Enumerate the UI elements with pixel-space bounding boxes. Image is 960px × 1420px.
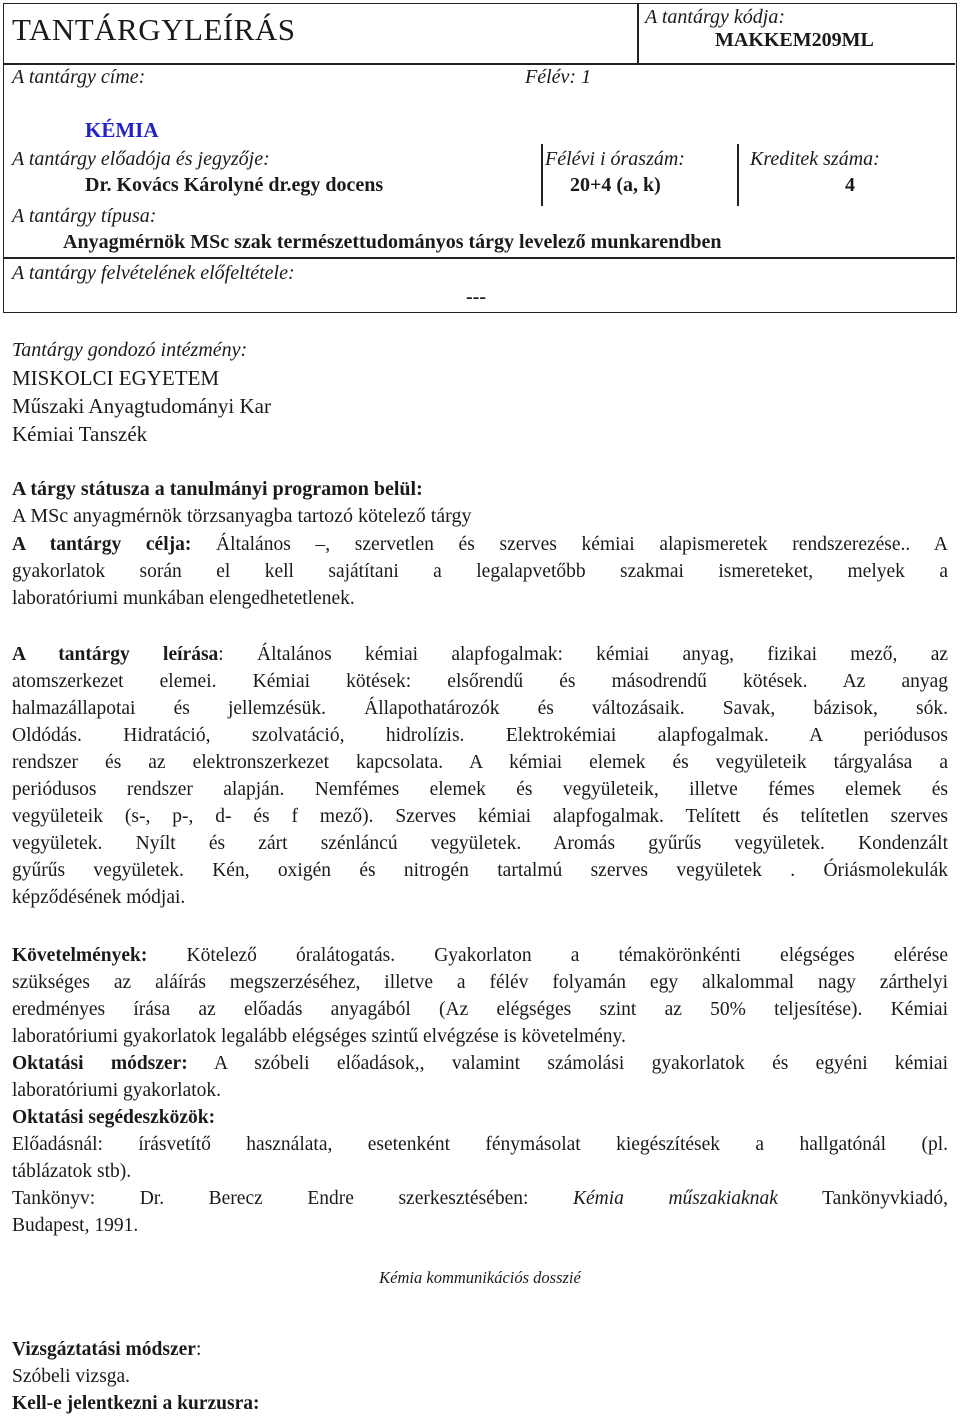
- requirements-line: eredményes írása az előadás anyagából (Az elégséges szint az 50% teljesítése). Kémiai: [12, 999, 948, 1020]
- description-label: A tantárgy leírása: [12, 644, 219, 665]
- lecturer-value: Dr. Kovács Károlyné dr.egy docens: [85, 174, 384, 196]
- hours-value: 20+4 (a, k): [570, 174, 661, 196]
- table-divider: [4, 63, 637, 65]
- table-divider: [737, 144, 739, 206]
- institution-line-3: Kémiai Tanszék: [12, 422, 148, 446]
- description-line: rendszer és az elektronszerkezet kapcsolata. A kémiai elemek és vegyületeik tárgyalása a: [12, 752, 948, 773]
- method-line: Oktatási módszer: A szóbeli előadások,, valamint számolási gyakorlatok és egyéni kémiai: [12, 1053, 948, 1074]
- document-title: TANTÁRGYLEÍRÁS: [12, 12, 296, 47]
- institution-line-1: MISKOLCI EGYETEM: [12, 366, 220, 390]
- prerequisite-value: ---: [466, 286, 486, 308]
- description-line: vegyületek. Nyílt és zárt szénláncú vegyületek. Aromás gyűrűs vegyületek. Kondenzált: [12, 833, 948, 854]
- type-label: A tantárgy típusa:: [12, 205, 157, 227]
- tools-line: Előadásnál: írásvetítő használata, esetenként fénymásolat kiegészítések a hallgatónál (pl.: [12, 1134, 948, 1155]
- subject-code-label: A tantárgy kódja:: [645, 6, 785, 28]
- description-line: A tantárgy leírása: Általános kémiai alapfogalmak: kémiai anyag, fizikai mező, az: [12, 644, 949, 665]
- tools-paragraph: [12, 1104, 948, 1239]
- requirements-paragraph: [12, 942, 948, 1050]
- hours-label: Félévi i óraszám:: [545, 148, 685, 170]
- method-label: Oktatási módszer:: [12, 1053, 188, 1074]
- table-divider: [541, 144, 543, 206]
- goal-label: A tantárgy célja:: [12, 534, 192, 555]
- requirements-line: szükséges az aláírás megszerzéséhez, illetve a félév folyamán egy alkalommal nagy zárthelyi: [12, 972, 948, 993]
- credits-label: Kreditek száma:: [750, 148, 880, 170]
- type-value: Anyagmérnök MSc szak természettudományos tárgy levelező munkarendben: [63, 231, 722, 253]
- requirements-label: Követelmények:: [12, 945, 148, 966]
- textbook-line: Tankönyv: Dr. Berecz Endre szerkesztésében: Kémia műszakiaknak Tankönyvkiadó,: [12, 1188, 948, 1209]
- institution-line-2: Műszaki Anyagtudományi Kar: [12, 394, 271, 418]
- description-line: képződésének módjai.: [12, 887, 186, 908]
- goal-line: laboratóriumi munkában elengedhetetlenek.: [12, 588, 355, 609]
- dossier-note: Kémia kommunikációs dosszié: [379, 1268, 581, 1287]
- subject-title-label: A tantárgy címe:: [12, 66, 146, 88]
- lecturer-label: A tantárgy előadója és jegyzője:: [12, 148, 270, 170]
- enroll-label: Kell-e jelentkezni a kurzusra:: [12, 1393, 260, 1414]
- method-line: laboratóriumi gyakorlatok.: [12, 1080, 222, 1101]
- credits-value: 4: [845, 174, 855, 196]
- tools-label: Oktatási segédeszközök:: [12, 1107, 216, 1128]
- description-paragraph: [12, 641, 948, 911]
- table-divider: [637, 4, 639, 63]
- goal-paragraph: [12, 531, 948, 612]
- status-heading: A tárgy státusza a tanulmányi programon belül:: [12, 478, 423, 500]
- exam-label: Vizsgáztatási módszer: [12, 1339, 196, 1360]
- description-line: Oldódás. Hidratáció, szolvatáció, hidrolízis. Elektrokémiai alapfogalmak. A periódusos: [12, 725, 948, 746]
- tools-line: Budapest, 1991.: [12, 1215, 139, 1236]
- goal-line: A tantárgy célja: Általános –, szervetlen és szerves kémiai alapismeretek rendszerezése.. A: [12, 534, 948, 555]
- exam-line: Vizsgáztatási módszer:: [12, 1339, 202, 1360]
- subject-name: KÉMIA: [85, 118, 159, 142]
- description-line: atomszerkezet elemei. Kémiai kötések: elsőrendű és másodrendű kötések. Az anyag: [12, 671, 948, 692]
- exam-section: [12, 1336, 948, 1417]
- subject-code-value: MAKKEM209ML: [715, 29, 874, 51]
- description-line: halmazállapotai és jellemzésük. Állapothatározók és változásaik. Savak, bázisok, sók.: [12, 698, 948, 719]
- institution-label: Tantárgy gondozó intézmény:: [12, 339, 248, 361]
- table-divider: [637, 63, 955, 65]
- table-divider: [4, 257, 955, 259]
- requirements-line: Követelmények: Kötelező óralátogatás. Gyakorlaton a témakörönkénti elégséges elérése: [12, 945, 948, 966]
- prerequisite-label: A tantárgy felvételének előfeltétele:: [12, 262, 295, 284]
- exam-value: Szóbeli vizsga.: [12, 1366, 131, 1387]
- method-paragraph: [12, 1050, 948, 1104]
- textbook-title: Kémia műszakiaknak: [572, 1188, 778, 1209]
- tools-line: táblázatok stb).: [12, 1161, 132, 1182]
- semester-label: Félév: 1: [525, 66, 592, 88]
- description-line: periódusos rendszer alapján. Nemfémes elemek és vegyületeik, illetve fémes elemek és: [12, 779, 948, 800]
- description-line: gyűrűs vegyületek. Kén, oxigén és nitrogén tartalmú szerves vegyületek . Óriásmolekulák: [12, 860, 948, 881]
- requirements-line: laboratóriumi gyakorlatok legalább elégséges szintű elvégzése is követelmény.: [12, 1026, 626, 1047]
- status-value: A MSc anyagmérnök törzsanyagba tartozó kötelező tárgy: [12, 505, 472, 527]
- description-line: vegyületeik (s-, p-, d- és f mező). Szerves kémiai alapfogalmak. Telített és telítetlen szerves: [12, 806, 948, 827]
- goal-line: gyakorlatok során el kell sajátítani a legalapvetőbb szakmai ismereteket, melyek a: [12, 561, 948, 582]
